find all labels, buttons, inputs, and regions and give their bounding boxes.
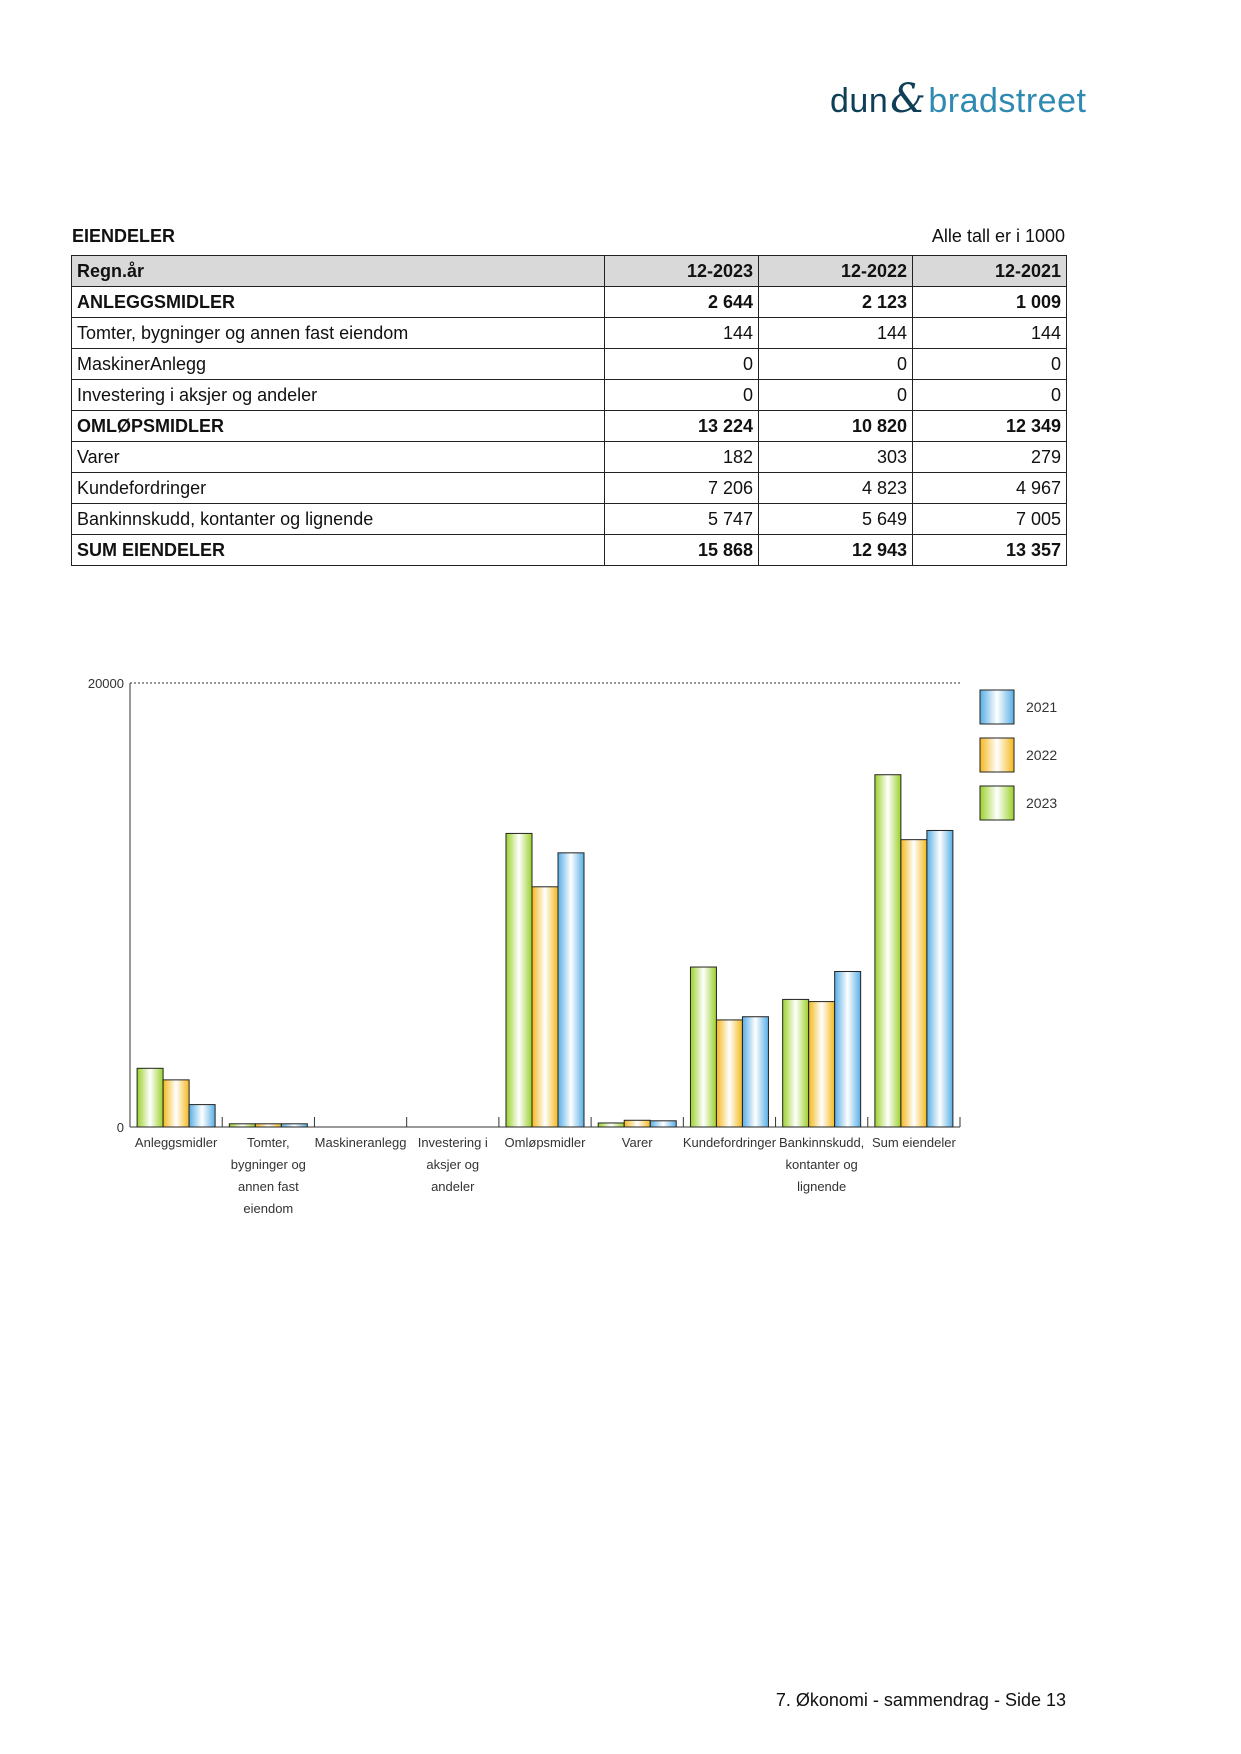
bar-2022 — [532, 887, 558, 1127]
row-value: 13 224 — [605, 411, 759, 442]
category-label: Omløpsmidler — [504, 1135, 586, 1150]
table-row — [72, 442, 1067, 473]
category-label: lignende — [797, 1179, 847, 1194]
page-footer: 7. Økonomi - sammendrag - Side 13 — [775, 1690, 1066, 1710]
category-label: Anleggsmidler — [134, 1135, 218, 1150]
bar-2021 — [927, 830, 953, 1127]
bar-2022 — [809, 1002, 835, 1127]
bar-2022 — [901, 840, 927, 1127]
category-label: Sum eiendeler — [871, 1135, 956, 1150]
legend-label: 2021 — [1026, 699, 1058, 715]
logo-text-dun: dun — [830, 82, 889, 120]
row-label: SUM EIENDELER — [72, 535, 605, 566]
company-logo — [830, 76, 1086, 122]
bar-2021 — [189, 1105, 215, 1127]
row-value: 144 — [759, 318, 913, 349]
row-label: Tomter, bygninger og annen fast eiendom — [72, 318, 605, 349]
header-period: 12-2021 — [913, 256, 1067, 287]
row-value: 4 967 — [913, 473, 1067, 504]
assets-bar-chart — [60, 670, 1080, 1230]
row-value: 0 — [605, 380, 759, 411]
unit-note: Alle tall er i 1000 — [931, 226, 1065, 246]
table-row — [72, 473, 1067, 504]
category-label: annen fast — [237, 1179, 299, 1194]
bar-2023 — [783, 999, 809, 1127]
row-value: 0 — [913, 380, 1067, 411]
bar-2022 — [163, 1080, 189, 1127]
category-label: Kundefordringer — [682, 1135, 777, 1150]
bar-2023 — [506, 833, 532, 1127]
category-label: eiendom — [243, 1201, 294, 1216]
table-row — [72, 411, 1067, 442]
bar-2022 — [624, 1120, 650, 1127]
bar-2022 — [255, 1124, 281, 1127]
row-label: OMLØPSMIDLER — [72, 411, 605, 442]
bar-2023 — [137, 1068, 163, 1127]
table-row — [72, 380, 1067, 411]
row-value: 0 — [605, 349, 759, 380]
category-label: kontanter og — [785, 1157, 858, 1172]
row-value: 182 — [605, 442, 759, 473]
row-value: 13 357 — [913, 535, 1067, 566]
category-label: Varer — [621, 1135, 653, 1150]
bar-2023 — [598, 1123, 624, 1127]
table-row — [72, 349, 1067, 380]
row-value: 144 — [913, 318, 1067, 349]
assets-table — [71, 255, 1067, 566]
row-value: 1 009 — [913, 287, 1067, 318]
row-value: 7 206 — [605, 473, 759, 504]
bar-2021 — [650, 1121, 676, 1127]
row-label: MaskinerAnlegg — [72, 349, 605, 380]
row-value: 5 649 — [759, 504, 913, 535]
row-value: 2 123 — [759, 287, 913, 318]
bar-2023 — [875, 775, 901, 1127]
table-row — [72, 504, 1067, 535]
row-label: Investering i aksjer og andeler — [72, 380, 605, 411]
row-value: 144 — [605, 318, 759, 349]
category-label: Bankinnskudd, — [779, 1135, 865, 1150]
bar-2023 — [690, 967, 716, 1127]
row-value: 0 — [759, 349, 913, 380]
y-tick-label: 20000 — [87, 676, 124, 691]
table-row — [72, 287, 1067, 318]
bar-2021 — [558, 853, 584, 1127]
row-value: 5 747 — [605, 504, 759, 535]
category-label: andeler — [431, 1179, 475, 1194]
row-label: Bankinnskudd, kontanter og lignende — [72, 504, 605, 535]
y-tick-label: 0 — [116, 1120, 124, 1135]
table-row — [72, 535, 1067, 566]
bar-2021 — [835, 971, 861, 1127]
section-title: EIENDELER — [72, 226, 176, 246]
row-value: 303 — [759, 442, 913, 473]
legend-swatch-2023 — [980, 786, 1014, 820]
category-label: Tomter, — [247, 1135, 290, 1150]
row-value: 10 820 — [759, 411, 913, 442]
legend-swatch-2022 — [980, 738, 1014, 772]
row-value: 0 — [913, 349, 1067, 380]
row-value: 15 868 — [605, 535, 759, 566]
row-value: 4 823 — [759, 473, 913, 504]
legend-label: 2022 — [1026, 747, 1058, 763]
logo-ampersand: & — [890, 76, 927, 122]
row-value: 12 943 — [759, 535, 913, 566]
logo-text-bradstreet: bradstreet — [928, 82, 1087, 120]
table-row — [72, 318, 1067, 349]
row-value: 0 — [759, 380, 913, 411]
table-header-row — [72, 256, 1067, 287]
bar-2021 — [281, 1124, 307, 1127]
category-label: aksjer og — [426, 1157, 480, 1172]
row-label: Kundefordringer — [72, 473, 605, 504]
row-label: ANLEGGSMIDLER — [72, 287, 605, 318]
header-period: 12-2023 — [605, 256, 759, 287]
bar-2023 — [229, 1124, 255, 1127]
row-value: 2 644 — [605, 287, 759, 318]
bar-2021 — [742, 1017, 768, 1127]
category-label: Investering i — [417, 1135, 488, 1150]
row-value: 12 349 — [913, 411, 1067, 442]
row-value: 7 005 — [913, 504, 1067, 535]
legend-label: 2023 — [1026, 795, 1058, 811]
header-period: 12-2022 — [759, 256, 913, 287]
header-label: Regn.år — [72, 256, 605, 287]
category-label: bygninger og — [230, 1157, 306, 1172]
row-label: Varer — [72, 442, 605, 473]
row-value: 279 — [913, 442, 1067, 473]
category-label: Maskineranlegg — [314, 1135, 407, 1150]
legend-swatch-2021 — [980, 690, 1014, 724]
bar-2022 — [716, 1020, 742, 1127]
